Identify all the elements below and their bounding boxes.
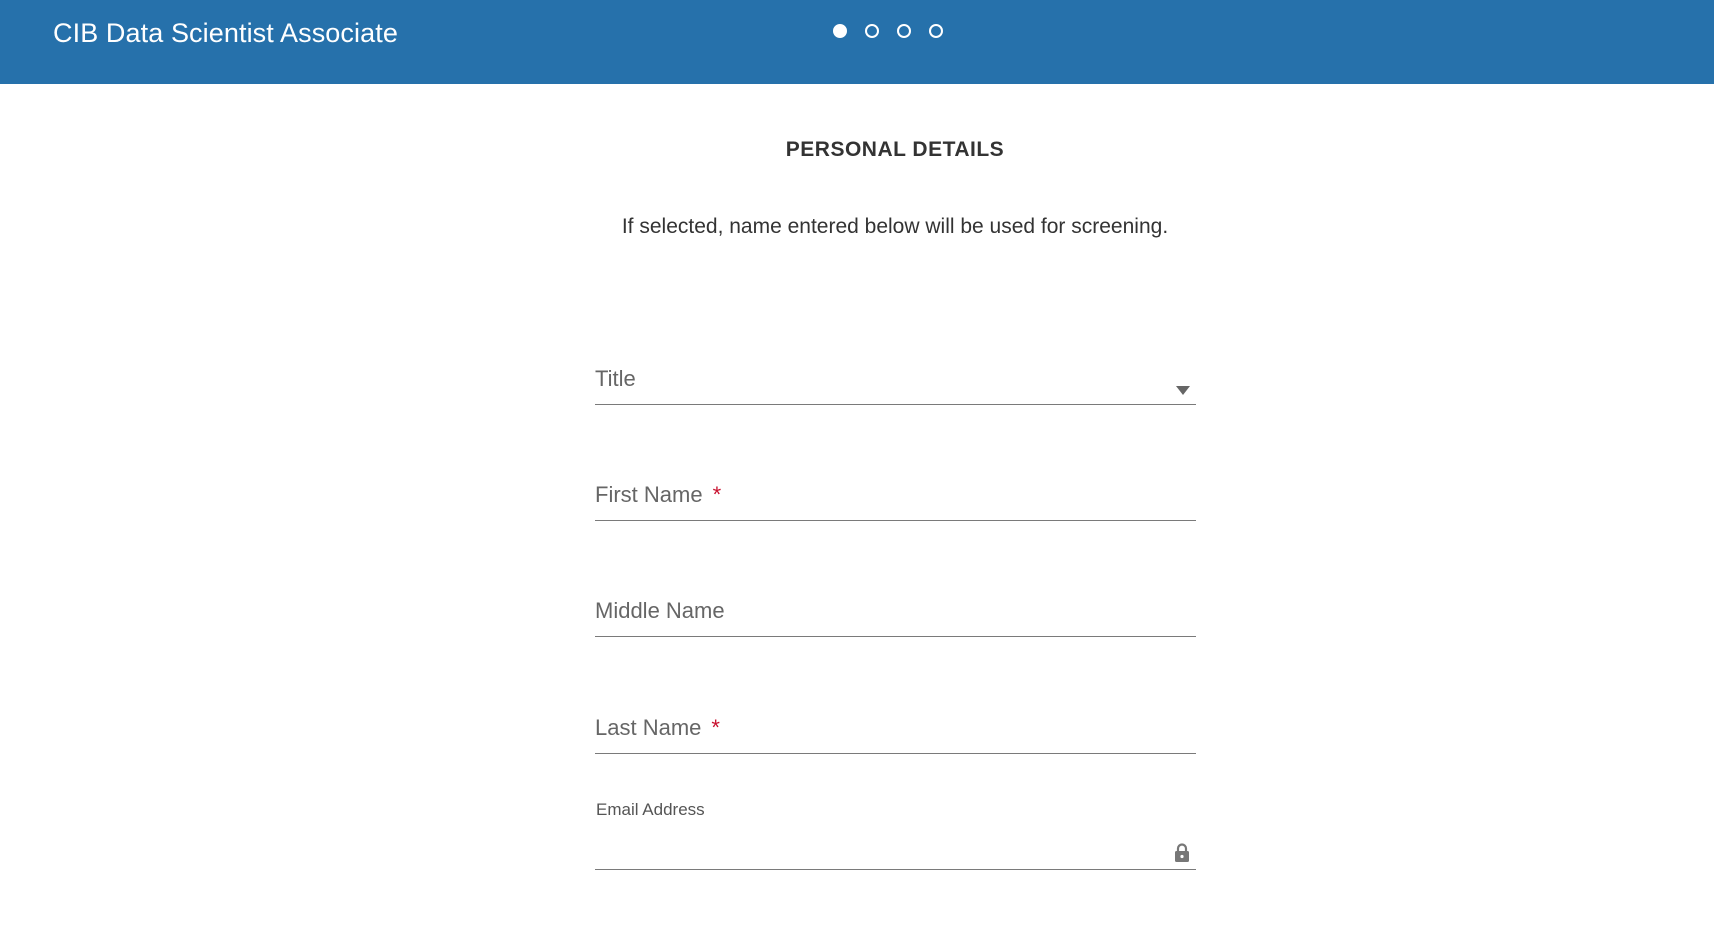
job-title: CIB Data Scientist Associate: [53, 18, 398, 48]
middle-name-label: Middle Name: [595, 598, 725, 623]
step-4-dot[interactable]: [929, 24, 943, 38]
required-marker: *: [712, 482, 722, 507]
step-3-dot[interactable]: [897, 24, 911, 38]
title-label: Title: [595, 366, 636, 391]
email-field[interactable]: [595, 806, 1196, 870]
required-marker: *: [711, 715, 720, 740]
app-header: [0, 0, 1714, 84]
chevron-down-icon[interactable]: [1176, 386, 1190, 395]
section-subtitle: If selected, name entered below will be used for screening.: [621, 215, 1169, 238]
middle-name-field[interactable]: [595, 590, 1196, 637]
last-name-field[interactable]: [595, 707, 1196, 754]
step-2-dot[interactable]: [865, 24, 879, 38]
section-title: PERSONAL DETAILS: [785, 138, 1005, 161]
step-indicator: [833, 24, 943, 38]
title-select[interactable]: [595, 358, 1196, 405]
email-label: Email Address: [596, 800, 705, 819]
lock-icon: [1174, 843, 1190, 863]
first-name-field[interactable]: [595, 474, 1196, 521]
last-name-label: Last Name: [595, 715, 702, 740]
first-name-label: First Name: [595, 482, 703, 507]
step-1-dot[interactable]: [833, 24, 847, 38]
